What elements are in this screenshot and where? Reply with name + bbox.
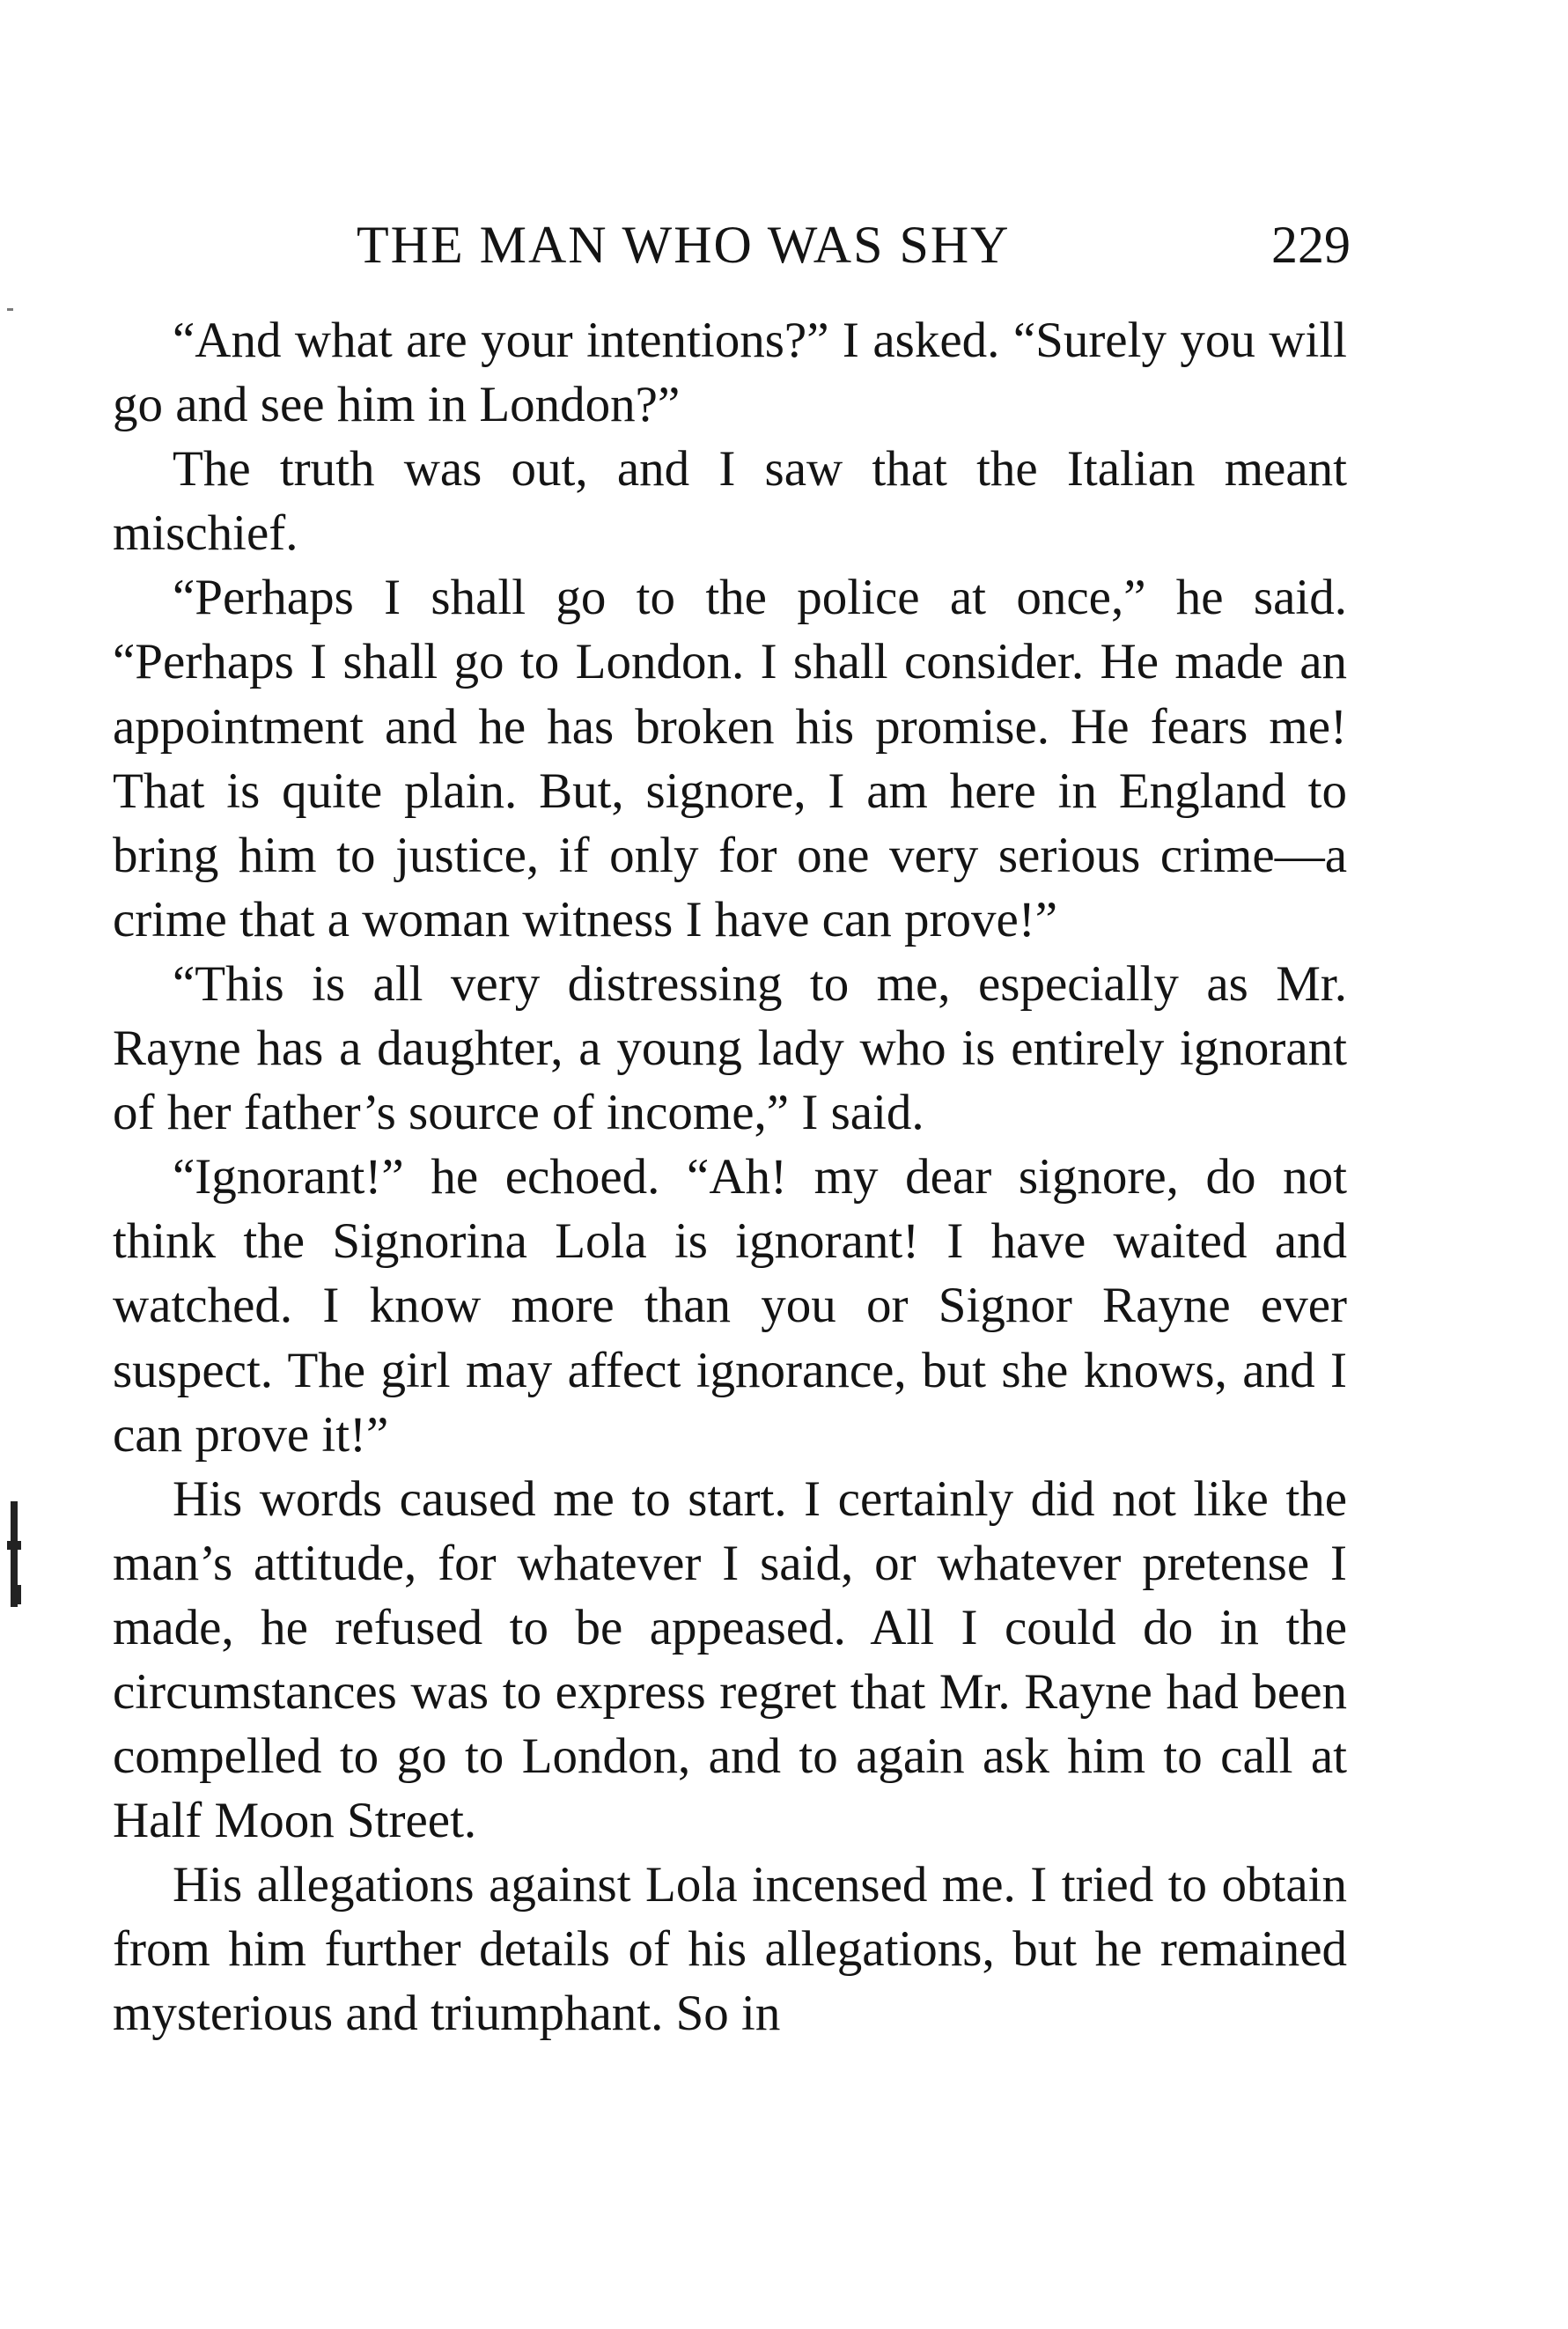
paragraph: “And what are your intentions?” I asked. “Surely you will go and see him in London?” — [113, 313, 1347, 433]
paragraph: “Perhaps I shall go to the police at once,” he said. “Perhaps I shall go to London. I shall consider. He made an appointment and he has broken his promise. He fears me! That is quite plain. But, signore, I am here in England to bring him to justice, if only for one very serious crime—a crime that a woman witness I have can prove!” — [113, 570, 1347, 947]
body-text — [113, 308, 1347, 2046]
scan-mark — [11, 1585, 21, 1604]
running-title: THE MAN WHO WAS SHY — [357, 216, 1011, 274]
paragraph: The truth was out, and I saw that the Italian meant mischief. — [113, 441, 1347, 562]
page-header — [0, 210, 1568, 280]
scan-mark — [7, 308, 13, 311]
scan-mark — [7, 1541, 21, 1550]
paragraph: “Ignorant!” he echoed. “Ah! my dear signore, do not think the Signorina Lola is ignorant! I have waited and watched. I know more than you or Signor Rayne ever suspect. The girl may affect ignorance, but she knows, and I can prove it!” — [113, 1149, 1347, 1463]
paragraph: His words caused me to start. I certainly did not like the man’s attitude, for whatever I said, or whatever pretense I made, he refused to be appeased. All I could do in the circumstances was to express regret that Mr. Rayne had been compelled to go to London, and to again ask him to call at Half Moon Street. — [113, 1470, 1347, 1849]
paragraph: His allegations against Lola incensed me. I tried to obtain from him further details of his allegations, but he remained mysterious and triumphant. So in — [113, 1857, 1347, 2042]
page-number: 229 — [1271, 216, 1351, 274]
paragraph: “This is all very distressing to me, especially as Mr. Rayne has a daughter, a young lady who is entirely ignorant of her father’s source of income,” I said. — [113, 955, 1347, 1141]
